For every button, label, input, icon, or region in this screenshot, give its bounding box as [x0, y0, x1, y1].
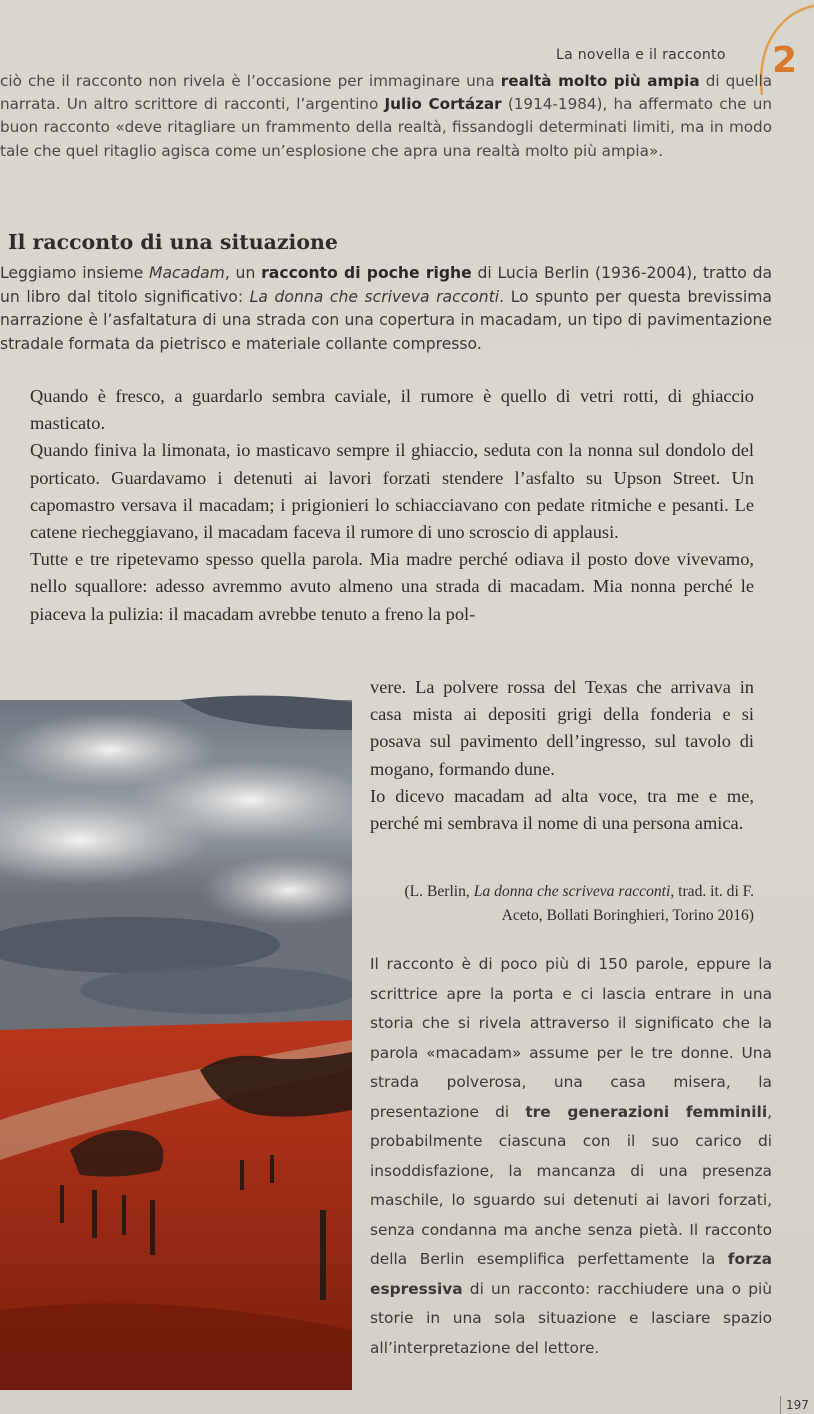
section-heading: Il racconto di una situazione: [8, 230, 338, 254]
analysis-paragraph: Il racconto è di poco più di 150 parole, eppure la scrittrice apre la porta e ci lascia entrare in una storia che si rivela attraverso il significato che la parola «macadam» assume per le tre donne. Una strada polverosa, una casa misera, la presentazione di tre generazioni femminili, probabilmente ciascuna con il suo carico di insoddisfazione, la mancanza di una presenza maschile, lo sguardo sui detenuti ai lavori forzati, senza condanna ma anche senza pietà. Il racconto della Berlin esemplifica perfettamente la forza espressiva di un racconto: racchiudere una o più storie in una sola situazione e lasciare spazio all’interpretazione del lettore.: [370, 955, 772, 1357]
landscape-photo: [0, 690, 352, 1390]
landscape-image: [0, 690, 352, 1390]
page-number: 197: [786, 1398, 809, 1412]
lead-paragraph: Leggiamo insieme Macadam, un racconto di poche righe di Lucia Berlin (1936-2004), tratto da un libro dal titolo significativo: La donna che scriveva racconti. Lo spunto per questa brevissima narrazione è l’asfaltatura di una strada con una copertura in macadam, un tipo di pavimentazione stradale formata da pietrisco e materiale collante compresso.: [0, 264, 773, 354]
quote-paragraph-1: Quando è fresco, a guardarlo sembra caviale, il rumore è quello di vetri rotti, di ghiaccio masticato.: [30, 386, 754, 434]
intro-paragraph: ciò che il racconto non rivela è l’occasione per immaginare una realtà molto più ampia di quella narrata. Un altro scrittore di racconti, l’argentino Julio Cortázar (1914-1984), ha affermato che un buon racconto «deve ritagliare un frammento della realtà, fissandogli determinati limiti, ma in modo tale che quel ritaglio agisca come un’esplosione che apra una realtà molto più ampia».: [0, 72, 772, 160]
chapter-number: 2: [772, 40, 798, 81]
footer-rule: [780, 1396, 781, 1414]
citation: (L. Berlin, La donna che scriveva racconti, trad. it. di F. Aceto, Bollati Boringhieri, Torino 2016): [404, 883, 754, 924]
running-title: La novella e il racconto: [556, 47, 726, 63]
quote-paragraph-3: Tutte e tre ripetevamo spesso quella parola. Mia madre perché odiava il posto dove vivevamo, nello squallore: adesso avremmo avuto almeno una strada di macadam. Mia nonna perché le piaceva la pulizia: il macadam avrebbe tenuto a freno la pol-: [30, 549, 754, 624]
quote-paragraph-2: Quando finiva la limonata, io masticavo sempre il ghiaccio, seduta con la nonna sul dondolo del porticato. Guardavamo i detenuti ai lavori forzati stendere l’asfalto su Upson Street. Un capomastro versava il macadam; i prigionieri lo schiacciavano con pedate ritmiche e pesanti. Le catene riecheggiavano, il macadam faceva il rumore di uno scroscio di applausi.: [30, 440, 754, 543]
story-quote-continued: [370, 674, 754, 837]
quote-paragraph-4: Io dicevo macadam ad alta voce, tra me e me, perché mi sembrava il nome di una persona amica.: [370, 785, 754, 834]
story-quote: [30, 383, 754, 628]
quote-paragraph-3-continued: vere. La polvere rossa del Texas che arrivava in casa mista ai depositi grigi della fonderia e si posava sul pavimento dell’ingresso, sul tavolo di mogano, formando dune.: [370, 677, 754, 779]
